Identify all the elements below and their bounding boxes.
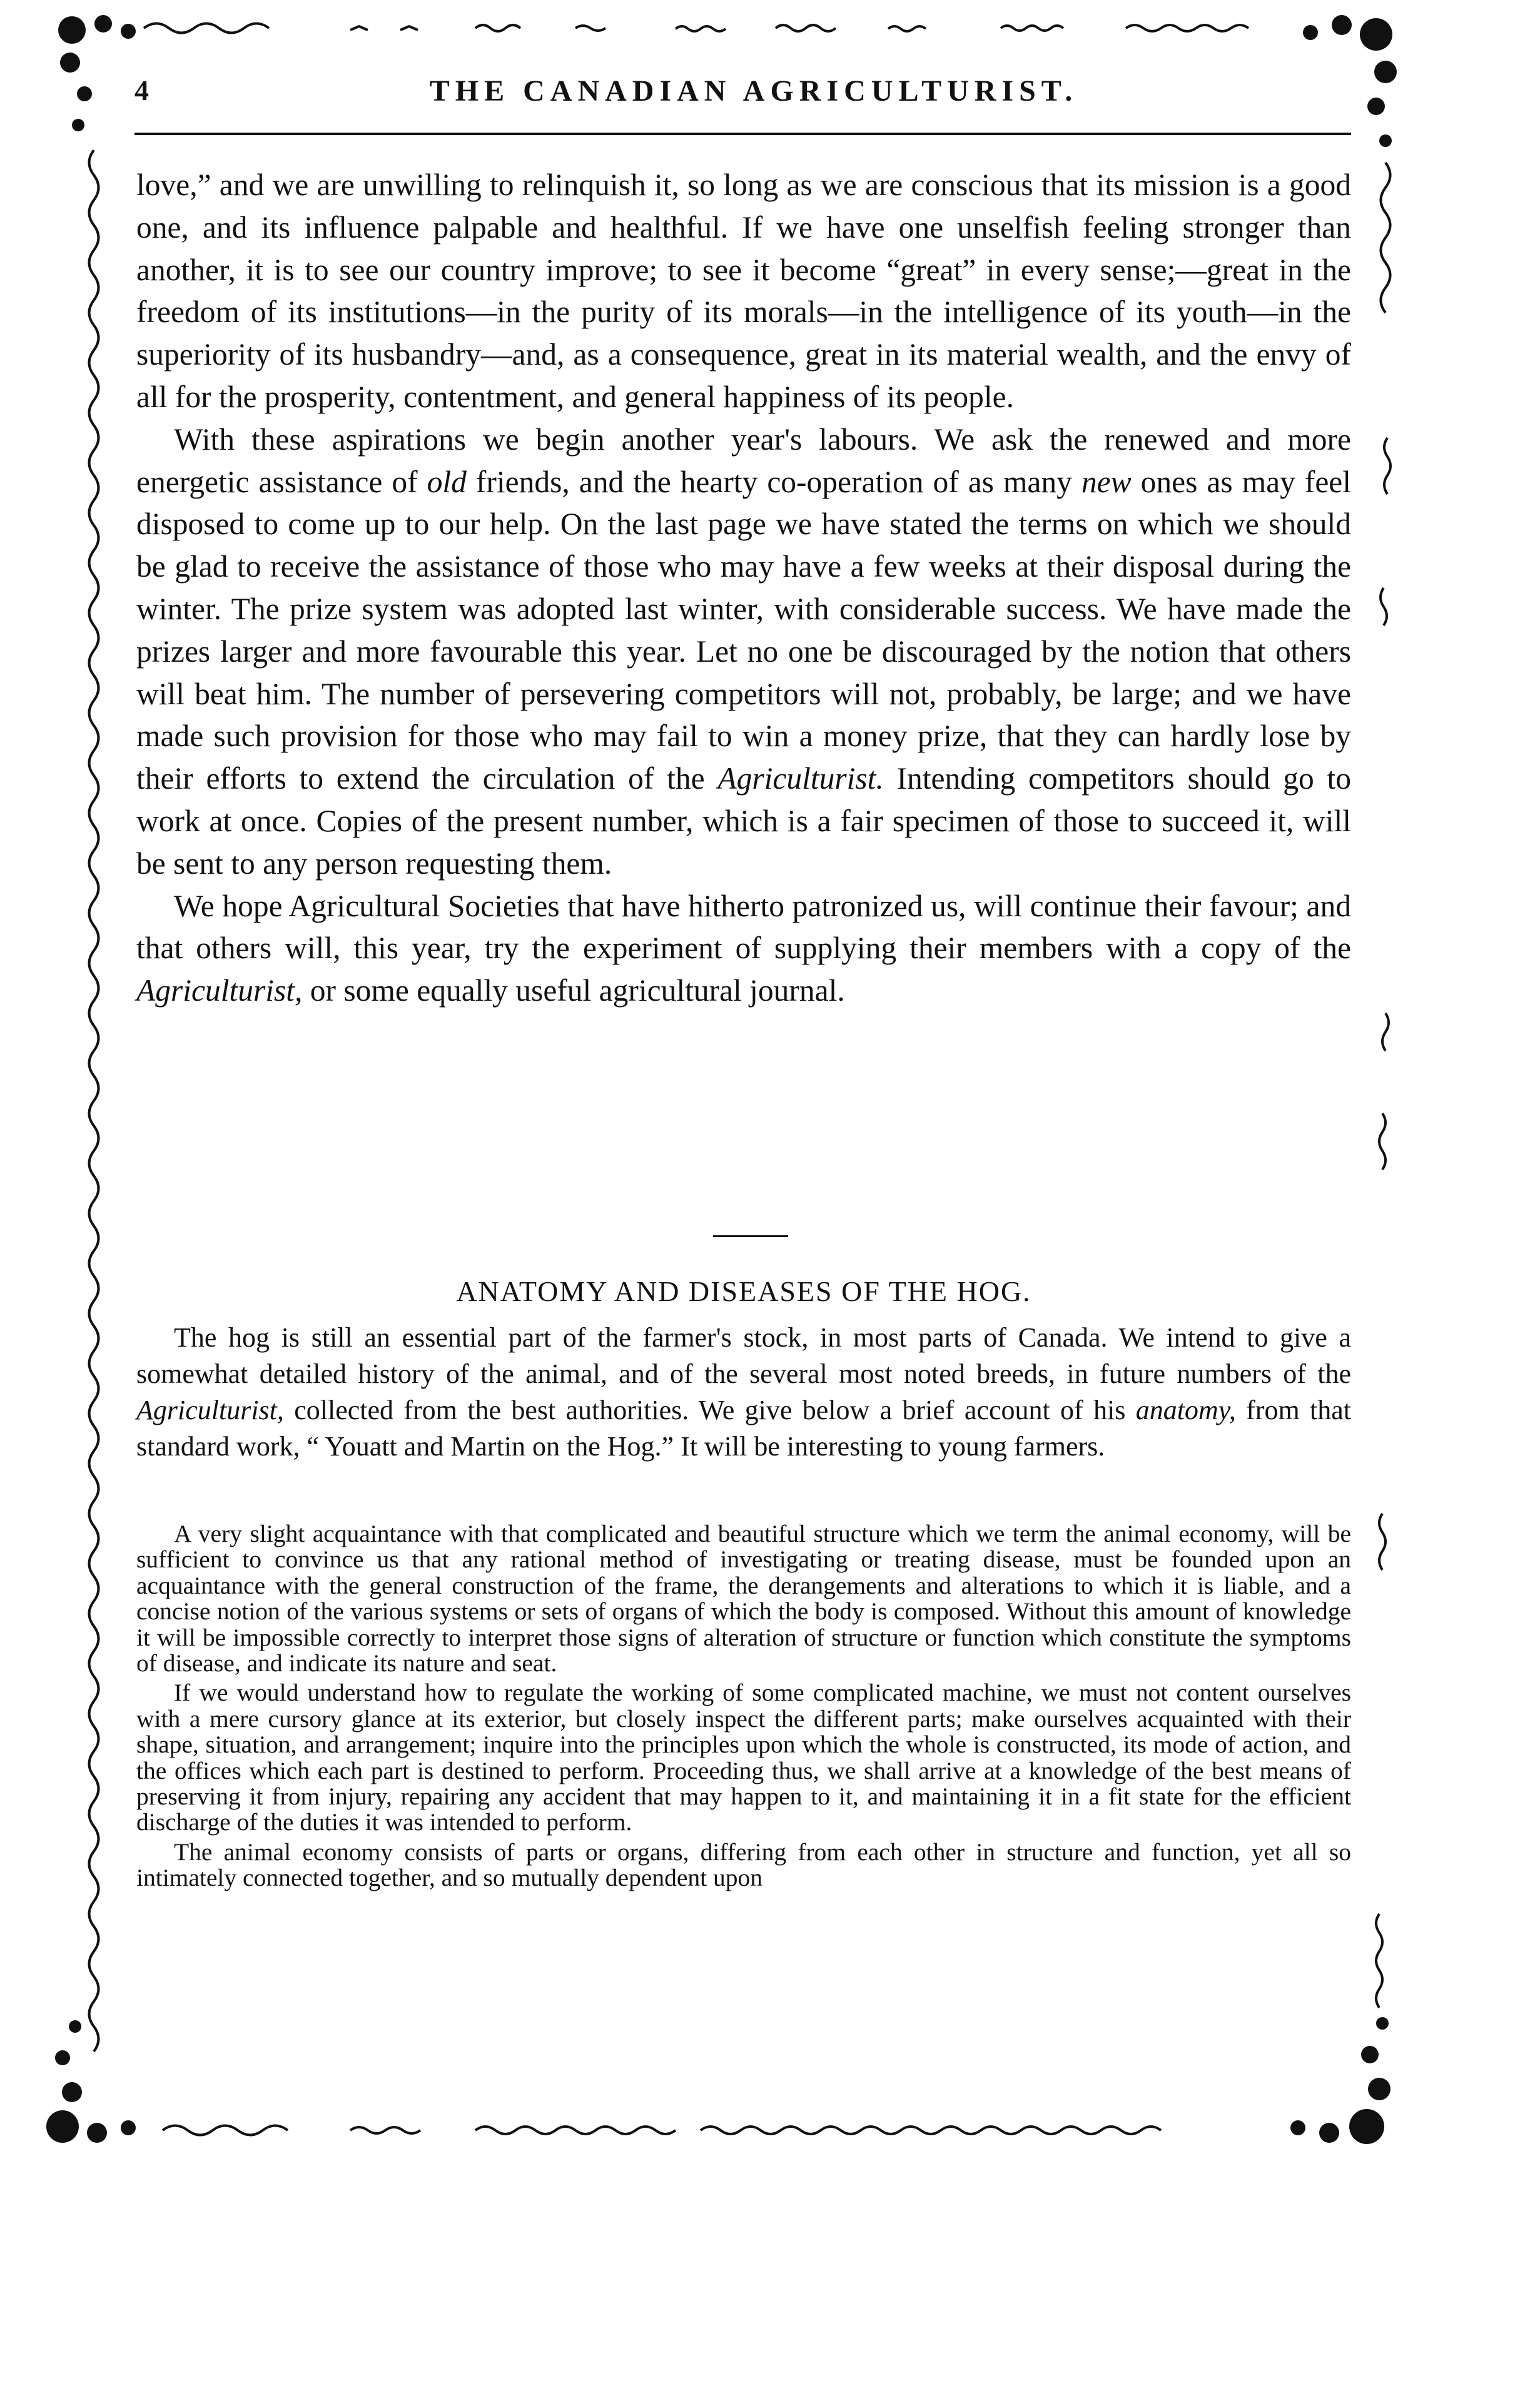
bottom-vine: [163, 2126, 1161, 2135]
italic-text: old: [427, 464, 467, 499]
header-rule: [134, 133, 1351, 135]
italic-text: Agriculturist,: [136, 1395, 284, 1425]
right-vine: [1376, 163, 1391, 2008]
editorial-body: [136, 164, 1351, 1012]
text-run: collected from the best authorities. We give below a brief account of his: [283, 1395, 1136, 1425]
text-run: Intending competitors should go to work at once. Copies of the present number, which is a fair specimen of those to succeed it, will be sent to any person requesting them.: [136, 761, 1351, 881]
paragraph: [136, 885, 1351, 1012]
italic-text: anatomy,: [1135, 1395, 1236, 1425]
paragraph: [136, 1320, 1351, 1465]
italic-text: new: [1081, 464, 1132, 499]
quoted-passage: [136, 1521, 1351, 1891]
text-run: or some equally useful agricultural journal.: [302, 973, 845, 1008]
corner-ornament-bottom-right: [1290, 2017, 1391, 2144]
text-run: With these aspirations we begin another year's labours. We ask the renewed and more energetic assistance of: [136, 422, 1351, 499]
italic-text: Agriculturist.: [717, 761, 884, 796]
quoted-paragraph: If we would understand how to regulate the working of some complicated machine, we must not content ourselves with a mere cursory glance at its exterior, but closely inspect the different parts; make ourselves acquainted with their shape, situation, and arrangement; inquire into the principles upon which the whole is constructed, its mode of action, and the offices which each part is destined to perform. Proceeding thus, we shall arrive at a knowledge of the best means of preserving it from injury, repairing any accident that may happen to it, and maintaining it in a fit state for the efficient discharge of the duties it was intended to perform.: [136, 1679, 1351, 1836]
text-run: ones as may feel disposed to come up to our help. On the last page we have stated the terms on which we should be glad to receive the assistance of those who may have a few weeks at their disposal during the winter. The prize system was adopted last winter, with considerable success. We have made the prizes larger and more favourable this year. Let no one be discouraged by the notion that others will beat him. The number of persevering competitors will not, probably, be large; and we have made such provision for those who may fail to win a money prize, that they can hardly lose by their efforts to extend the circulation of the: [136, 464, 1352, 796]
section-lead-paragraph: [136, 1320, 1351, 1465]
italic-text: Agriculturist,: [136, 973, 303, 1008]
section-divider: [713, 1235, 788, 1237]
text-run: The hog is still an essential part of the farmer's stock, in most parts of Canada. We intend to give a somewhat detailed history of the animal, and of the several most noted breeds, in future numbers of the: [136, 1322, 1351, 1389]
text-run: from that standard work, “ Youatt and Martin on the Hog.” It will be interesting to young farmers.: [136, 1395, 1351, 1462]
running-title: THE CANADIAN AGRICULTURIST.: [429, 74, 1078, 108]
text-run: love,” and we are unwilling to relinquish it, so long as we are conscious that its mission is a good one, and its influence palpable and healthful. If we have one unselfish feeling stronger than another, it is to see our country improve; to see it become “great” in every sense;—great in the freedom of its institutions—in the purity of its morals—in the intelligence of its youth—in the superiority of its husbandry—and, as a consequence, great in its material wealth, and the envy of all for the prosperity, contentment, and general happiness of its people.: [136, 168, 1351, 414]
left-vine: [89, 150, 99, 2051]
quoted-paragraph: A very slight acquaintance with that complicated and beautiful structure which we term the animal economy, will be sufficient to convince us that any rational method of investigating or treating disease, must be founded upon an acquaintance with the general construction of the frame, the derangements and alterations to which it is liable, and a concise notion of the various systems or sets of organs of which the body is composed. Without this amount of knowledge it will be impossible correctly to interpret those signs of alteration of structure or function which constitute the symptoms of disease, and indicate its nature and seat.: [136, 1520, 1351, 1677]
section-title: ANATOMY AND DISEASES OF THE HOG.: [456, 1275, 1031, 1307]
paragraph: [136, 418, 1351, 885]
page-header: [134, 74, 1373, 124]
quoted-paragraph: The animal economy consists of parts or organs, differing from each other in structure and function, yet all so intimately connected together, and so mutually dependent upon: [136, 1838, 1351, 1892]
text-run: We hope Agricultural Societies that have hitherto patronized us, will continue their favour; and that others will, this year, try the experiment of supplying their members with a copy of the: [136, 888, 1351, 966]
page-number: 4: [134, 74, 149, 106]
text-run: friends, and the hearty co-operation of as many: [466, 464, 1082, 499]
top-vine: [144, 24, 1249, 33]
corner-ornament-bottom-left: [46, 2020, 136, 2143]
corner-ornament-top-left: [58, 15, 136, 131]
paragraph: [136, 164, 1351, 418]
